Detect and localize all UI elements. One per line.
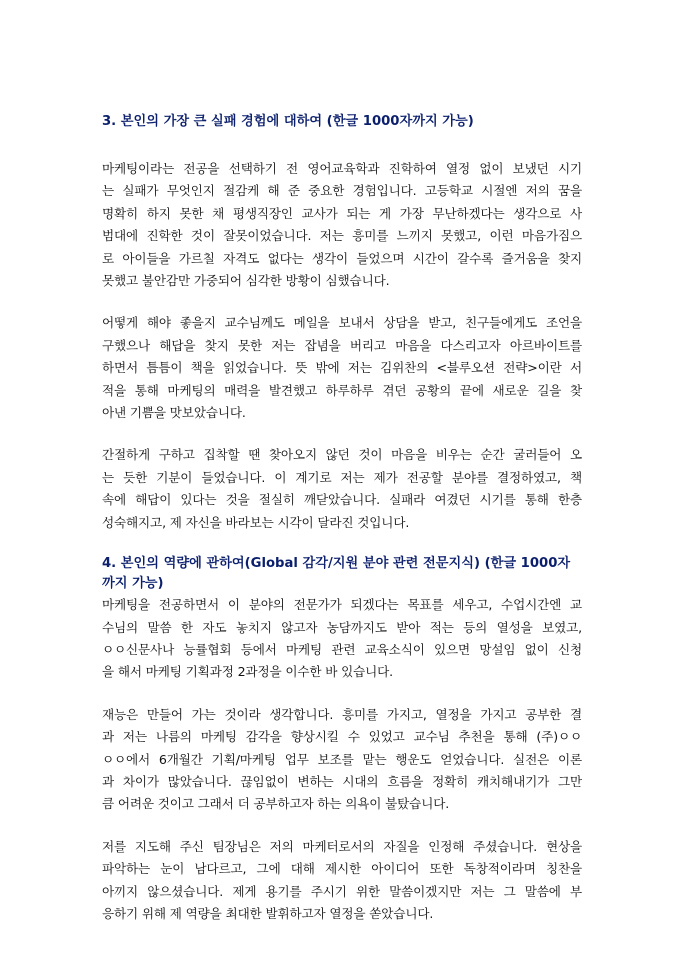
heading-line: 4. 본인의 역량에 관하여(Global 감각/지원 분야 관련 전문지식) (한글 1000자 — [102, 556, 571, 572]
text-line: 하면서 틈틈이 책을 읽었습니다. 뜻 밖에 저는 김위찬의 <블루오션 전략>이란 서 — [102, 360, 582, 376]
text-line: 파악하는 눈이 남다르고, 그에 대해 제시한 아이디어 또한 독창적이라며 칭찬을 — [102, 861, 582, 877]
text-line: 응하기 위해 제 역량을 최대한 발휘하고자 열정을 쏟았습니다. — [102, 905, 434, 921]
text-line: 과 차이가 많았습니다. 끊임없이 변하는 시대의 흐름을 정확히 캐치해내기가 그만 — [102, 773, 582, 789]
text-line: ㅇㅇ신문사나 능률협회 등에서 마케팅 관련 교육소식이 있으면 망설임 없이 신청 — [102, 641, 582, 657]
section-3-paragraph-1 — [102, 158, 582, 292]
section-4-heading — [102, 554, 582, 594]
section-4-paragraph-1 — [102, 594, 582, 684]
text-line: 아낸 기쁨을 맛보았습니다. — [102, 405, 246, 421]
text-line: 을 해서 마케팅 기획과정 2과정을 이수한 바 있습니다. — [102, 664, 394, 680]
text-line: 간절하게 구하고 집착할 땐 찾아오지 않던 것이 마음을 비우는 순간 굴러들어 오 — [102, 447, 582, 463]
text-line: 수님의 말씀 한 자도 놓치지 않고자 농담까지도 받아 적는 등의 열성을 보였고, — [102, 619, 582, 635]
text-line: 마케팅을 전공하면서 이 분야의 전문가가 되겠다는 목표를 세우고, 수업시간엔 교 — [102, 597, 582, 613]
text-line: 성숙해지고, 제 자신을 바라보는 시각이 달라진 것입니다. — [102, 514, 410, 530]
text-line: 명확히 하지 못한 채 평생직장인 교사가 되는 게 가장 무난하겠다는 생각으로 사 — [102, 205, 582, 221]
text-line: 범대에 진학한 것이 잘못이었습니다. 저는 흥미를 느끼지 못했고, 이런 마음가짐으 — [102, 228, 582, 244]
text-line: ㅇㅇ에서 6개월간 기획/마케팅 업무 보조를 맡는 행운도 얻었습니다. 실전은 이론 — [102, 751, 582, 767]
text-line: 재능은 만들어 가는 것이라 생각합니다. 흥미를 가지고, 열정을 가지고 공부한 결 — [102, 706, 582, 722]
section-4-paragraph-2 — [102, 704, 582, 816]
text-line: 적을 통해 마케팅의 매력을 발견했고 하루하루 겪던 공황의 끝에 새로운 길을 찾 — [102, 382, 582, 398]
text-line: 구했으나 해답을 찾지 못한 저는 잡념을 버리고 마음을 다스리고자 아르바이트를 — [102, 337, 582, 353]
text-line: 는 듯한 기분이 들었습니다. 이 계기로 저는 제가 전공할 분야를 결정하였고, 책 — [102, 469, 582, 485]
text-line: 로 아이들을 가르칠 자격도 없다는 생각이 들었으며 시간이 갈수록 즐거움을 찾지 — [102, 250, 582, 266]
section-3-paragraph-2 — [102, 312, 582, 424]
text-line: 큼 어려운 것이고 그래서 더 공부하고자 하는 의욕이 불탔습니다. — [102, 796, 450, 812]
text-line: 마케팅이라는 전공을 선택하기 전 영어교육학과 진학하여 열정 없이 보냈던 시기 — [102, 161, 582, 176]
text-line: 속에 해답이 있다는 것을 절실히 깨닫았습니다. 실패라 여겼던 시기를 통해 한층 — [102, 492, 582, 508]
document-page — [102, 112, 582, 925]
text-line: 는 실패가 무엇인지 절감케 해 준 중요한 경험입니다. 고등학교 시절엔 저의 꿈을 — [102, 183, 582, 199]
text-line: 못했고 불안감만 가중되어 심각한 방황이 심했습니다. — [102, 273, 390, 289]
text-line: 어떻게 해야 좋을지 교수님께도 메일을 보내서 상담을 받고, 친구들에게도 조언을 — [102, 315, 582, 331]
section-4-paragraph-3 — [102, 836, 582, 926]
text-line: 저를 지도해 주신 팀장님은 저의 마케터로서의 자질을 인정해 주셨습니다. 현상을 — [102, 838, 582, 854]
text-line: 아끼지 않으셨습니다. 제게 용기를 주시기 위한 말씀이겠지만 저는 그 말씀에 부 — [102, 883, 582, 899]
section-3-heading: 3. 본인의 가장 큰 실패 경험에 대하여 (한글 1000자까지 가능) — [102, 114, 474, 129]
heading-line: 까지 가능) — [102, 576, 164, 592]
section-3-paragraph-3 — [102, 444, 582, 534]
text-line: 과 저는 나름의 마케팅 감각을 향상시킬 수 있었고 교수님 추천을 통해 (주)ㅇㅇ — [102, 729, 582, 745]
